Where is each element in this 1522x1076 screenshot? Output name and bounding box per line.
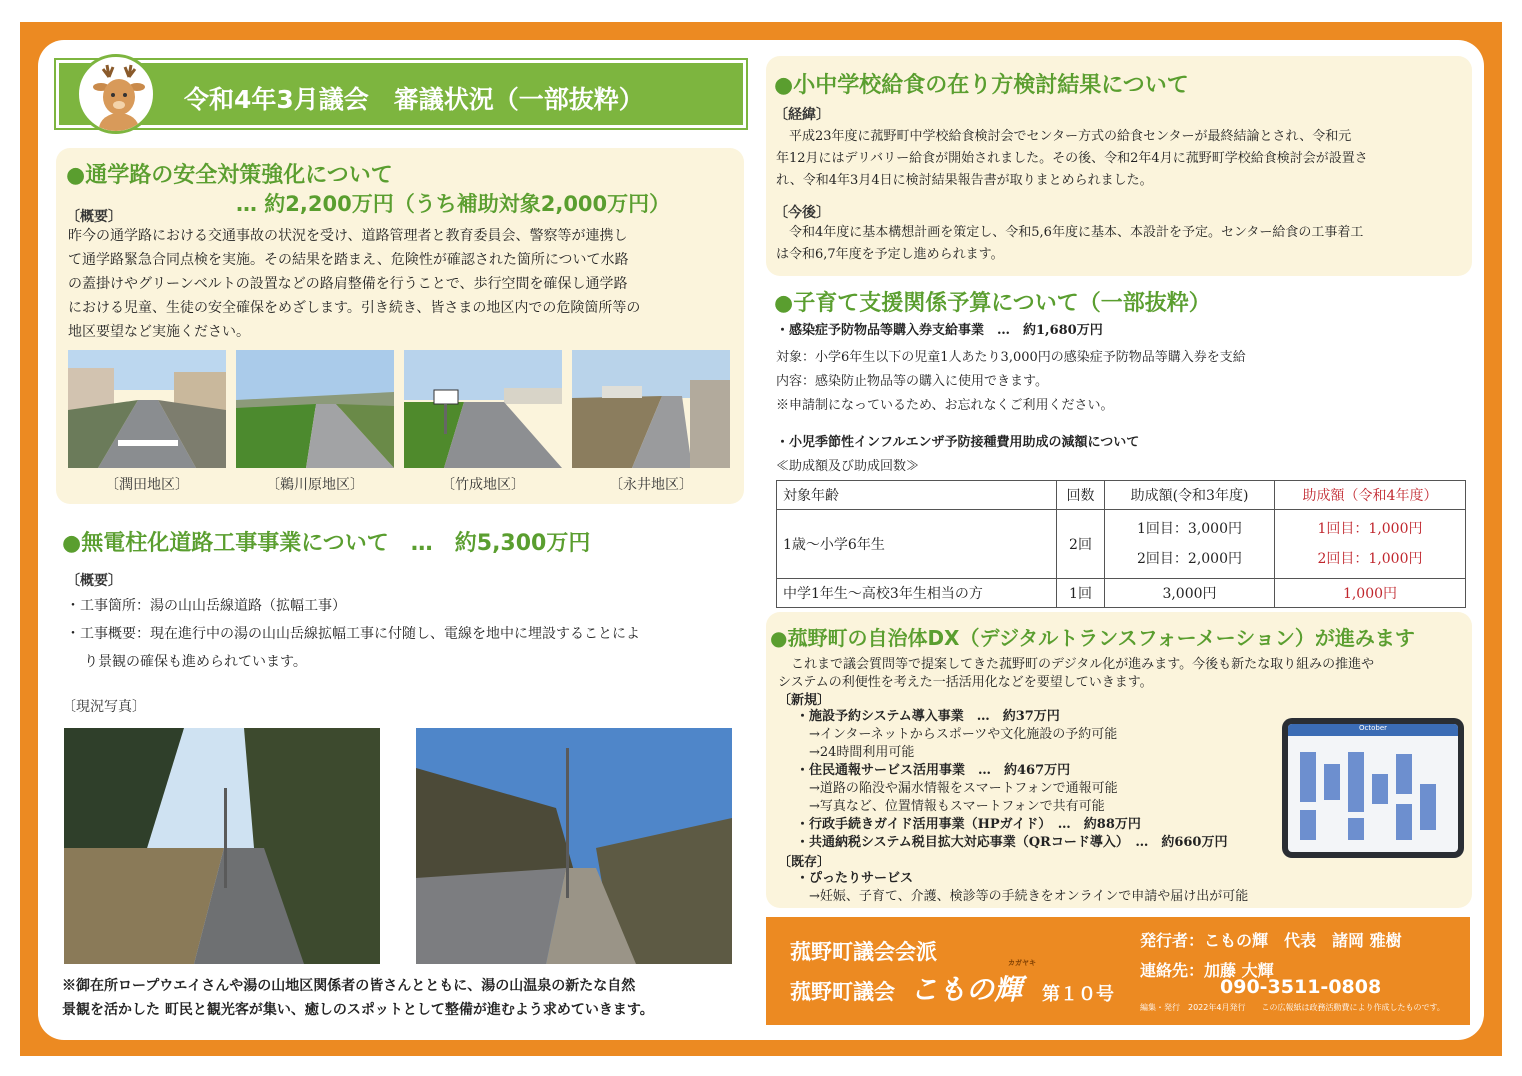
table-cell: 1歳～小学6年生	[777, 510, 1057, 579]
table-cell: 中学1年生～高校3年生相当の方	[777, 579, 1057, 608]
dx-title: ●菰野町の自治体DX（デジタルトランスフォーメーション）が進みます	[770, 626, 1415, 650]
dx-new-list: ・施設予約システム導入事業 … 約37万円 →インターネットからスポーツや文化施設の予約可能 →24時間利用可能 ・住民通報サービス活用事業 … 約467万円 →道路の陥没や漏水情報をスマートフォンで通報可能 →写真など、位置情報もスマートフォンで共有可能 ・行政手続きガイド活用事業（HPガイド） … 約88万円 ・共通納税システム税目拡大対応事業（QRコード導入） … 約660万円	[796, 709, 1228, 850]
table-header-cell: 回数	[1057, 481, 1105, 510]
dx-intro-1: これまで議会質問等で提案してきた菰野町のデジタル化が進みます。今後も新たな取り組みの推進や	[778, 657, 1375, 672]
underground-line3: り景観の確保も進められています。	[84, 654, 307, 670]
footer-council: 菰野町議会	[790, 980, 895, 1004]
footer-phone: 090-3511-0808	[1220, 976, 1382, 998]
school-lunch-body-1: 平成23年度に菰野町中学校給食検討会でセンター方式の給食センターが最終結論とされ、令和元 年12月にはデリバリー給食が開始されました。その後、令和2年4月に菰野町学校給食検討会が設置さ れ、令和4年3月4日に検討結果報告書が取りまとめられました。	[776, 129, 1368, 188]
tablet-calendar-icon	[1282, 718, 1464, 858]
dx-new-label: 〔新規〕	[778, 693, 831, 708]
childcare-item-1: ・感染症予防物品等購入券支給事業 … 約1,680万円	[776, 323, 1103, 338]
deer-mascot-icon	[76, 54, 156, 134]
school-lunch-label-2: 〔今後〕	[774, 205, 830, 221]
current-photo-label: 〔現況写真〕	[62, 699, 146, 715]
tablet-calendar-header: October	[1288, 724, 1458, 736]
footer-party: 菰野町議会会派	[790, 940, 937, 964]
table-cell: 1回	[1057, 579, 1105, 608]
underground-line2: ・工事概要：現在進行中の湯の山山岳線拡幅工事に付随し、電線を地中に埋設することによ	[66, 626, 640, 642]
photo-takenari	[404, 350, 562, 468]
footer-publisher: 発行者：こもの輝 代表 諸岡 雅樹	[1140, 931, 1402, 950]
school-route-body: 昨今の通学路における交通事故の状況を受け、道路管理者と教育委員会、警察等が連携し て通学路緊急合同点検を実施。その結果を踏まえ、危険性が確認された箇所について水路 の蓋掛けやグリーンベルトの設置などの路肩整備を行うことで、歩行空間を確保し通学路 における児童、生徒の安全確保をめざします。引き続き、皆さまの地区内での危険箇所等の 地区要望など実施ください。	[68, 228, 641, 340]
footer-note: 編集・発行 2022年4月発行 この広報紙は政務活動費により作成したものです。	[1140, 1003, 1445, 1012]
school-route-label: 〔概要〕	[66, 209, 122, 225]
table-cell: 1回目：1,000円 2回目：1,000円	[1275, 510, 1466, 579]
photo-nagai	[572, 350, 730, 468]
school-route-cost: … 約2,200万円（うち補助対象2,000万円）	[236, 192, 671, 216]
photo-ugawara	[236, 350, 394, 468]
underground-line1: ・工事箇所：湯の山山岳線道路（拡幅工事）	[66, 598, 346, 614]
childcare-item-2: ・小児季節性インフルエンザ予防接種費用助成の減額について	[776, 435, 1140, 450]
underground-title: ●無電柱化道路工事事業について … 約5,300万円	[62, 531, 591, 556]
footer-name-ruby: カガヤキ	[1008, 959, 1036, 967]
table-cell: 2回	[1057, 510, 1105, 579]
table-header-cell: 対象年齢	[777, 481, 1057, 510]
table-header-cell: 助成額(令和3年度)	[1105, 481, 1275, 510]
photo-uruta	[68, 350, 226, 468]
table-row	[777, 510, 1466, 579]
school-lunch-body-2: 令和4年度に基本構想計画を策定し、令和5,6年度に基本、本設計を予定。センター給食の工事着工 は令和6,7年度を予定し進められます。	[776, 225, 1364, 262]
dx-intro-2: システムの利便性を考えた一括活用化などを要望していきます。	[778, 675, 1153, 690]
childcare-title: ●子育て支援関係予算について（一部抜粋）	[774, 291, 1211, 316]
school-lunch-title: ●小中学校給食の在り方検討結果について	[774, 73, 1189, 98]
footer-issue: 第１０号	[1042, 984, 1114, 1005]
table-cell: 1,000円	[1275, 579, 1466, 608]
caption-takenari: 〔竹成地区〕	[441, 477, 525, 493]
photo-mountain-road-2	[416, 728, 732, 964]
underground-label: 〔概要〕	[66, 573, 122, 589]
underground-note-2: 景観を活かした 町民と観光客が集い、癒しのスポットとして整備が進むよう求めていきます。	[62, 1002, 654, 1018]
table-row	[777, 579, 1466, 608]
table-header-row	[777, 481, 1466, 510]
caption-nagai: 〔永井地区〕	[609, 477, 693, 493]
caption-ugawara: 〔鵜川原地区〕	[266, 477, 364, 493]
footer-group-name: こもの輝	[910, 973, 1023, 1006]
school-route-title: ●通学路の安全対策強化について	[66, 163, 393, 188]
dx-exist-list: ・ぴったりサービス →妊娠、子育て、介護、検診等の手続きをオンラインで申請や届け出が可能	[796, 871, 1249, 904]
page-title: 令和4年3月議会 審議状況（一部抜粋）	[184, 85, 644, 114]
underground-note-1: ※御在所ロープウエイさんや湯の山地区関係者の皆さんとともに、湯の山温泉の新たな自然	[62, 978, 636, 994]
childcare-item-1-body: 対象：小学6年生以下の児童1人あたり3,000円の感染症予防物品等購入券を支給 内容：感染防止物品等の購入に使用できます。 ※申請制になっているため、お忘れなくご利用ください。	[776, 350, 1246, 413]
caption-uruta: 〔潤田地区〕	[105, 477, 189, 493]
table-header-cell: 助成額（令和4年度）	[1275, 481, 1466, 510]
table-cell: 3,000円	[1105, 579, 1275, 608]
dx-exist-label: 〔既存〕	[778, 855, 831, 870]
table-cell: 1回目：3,000円 2回目：2,000円	[1105, 510, 1275, 579]
photo-mountain-road-1	[64, 728, 380, 964]
subsidy-table-title: ≪助成額及び助成回数≫	[776, 459, 920, 474]
subsidy-table	[776, 480, 1466, 608]
footer-contact: 連絡先：加藤 大輝	[1140, 961, 1274, 980]
school-lunch-label-1: 〔経緯〕	[774, 107, 830, 123]
